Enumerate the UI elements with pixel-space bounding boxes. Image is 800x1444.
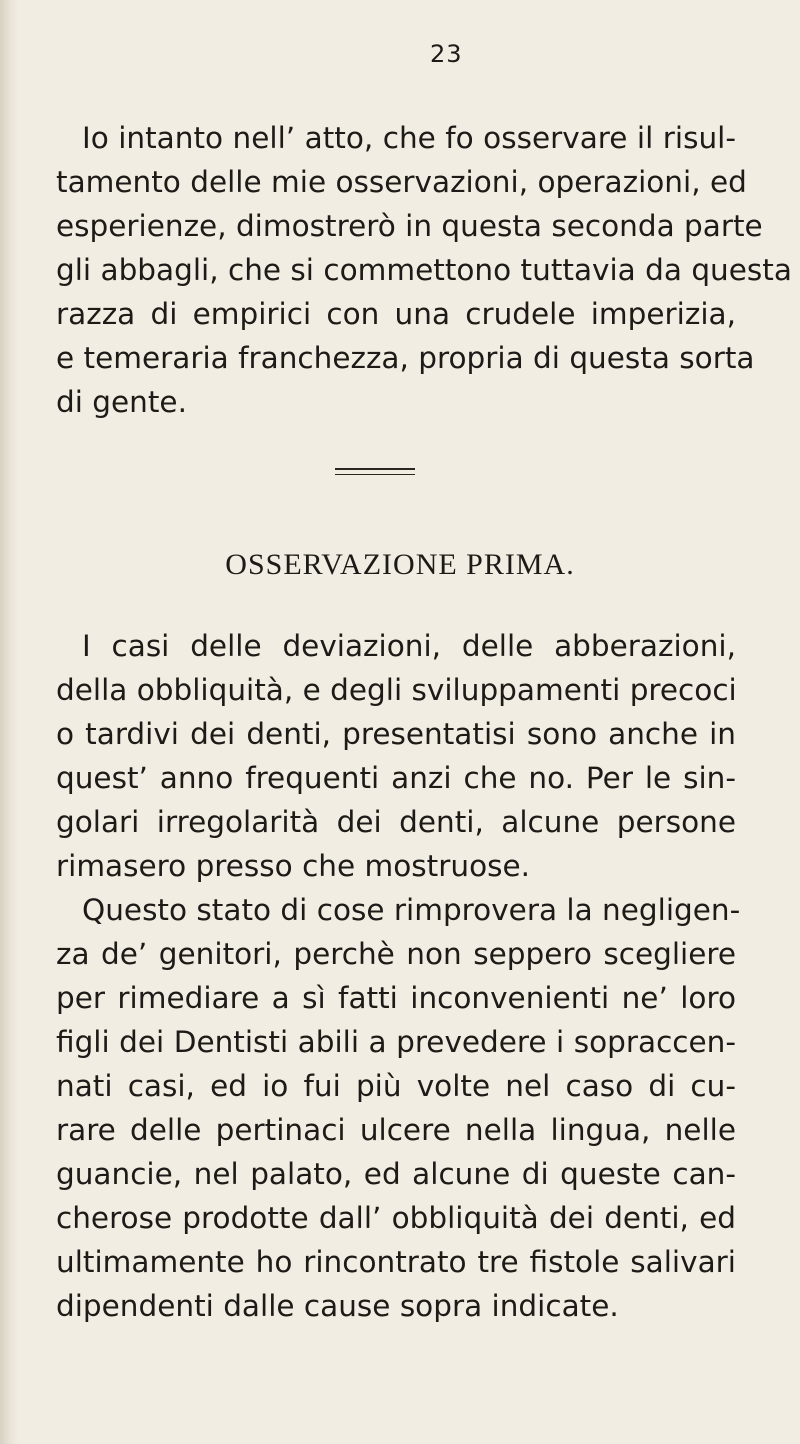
paragraph-2-line: quest’ anno frequenti anzi che no. Per le sin- xyxy=(56,761,736,795)
paragraph-3-line: rare delle pertinaci ulcere nella lingua, nelle xyxy=(56,1113,736,1147)
paragraph-3-line: dipendenti dalle cause sopra indicate. xyxy=(56,1289,619,1323)
page-gutter xyxy=(0,0,18,1444)
paragraph-3-line: Questo stato di cose rimprovera la negligen- xyxy=(82,893,741,927)
paragraph-1-line: e temeraria franchezza, propria di questa sorta xyxy=(56,341,755,375)
paragraph-3-line: nati casi, ed io fui più volte nel caso di cu- xyxy=(56,1069,736,1103)
paragraph-1-line: razza di empirici con una crudele imperizia, xyxy=(56,297,736,331)
paragraph-3-line: guancie, nel palato, ed alcune di queste can- xyxy=(56,1157,736,1191)
paragraph-2-line: o tardivi dei denti, presentatisi sono anche in xyxy=(56,717,736,751)
paragraph-2-line: golari irregolarità dei denti, alcune persone xyxy=(56,805,736,839)
section-heading: OSSERVAZIONE PRIMA. xyxy=(225,548,575,581)
paragraph-2-line: I casi delle deviazioni, delle abberazioni, xyxy=(82,629,736,663)
paragraph-3-line: cherose prodotte dall’ obbliquità dei denti, ed xyxy=(56,1201,736,1235)
paragraph-2-line: della obbliquità, e degli sviluppamenti precoci xyxy=(56,673,737,707)
paragraph-1-line: di gente. xyxy=(56,385,187,419)
paragraph-3-line: ultimamente ho rincontrato tre fistole salivari xyxy=(56,1245,736,1279)
paragraph-1-line: esperienze, dimostrerò in questa seconda parte xyxy=(56,209,763,243)
page-number: 23 xyxy=(430,40,463,68)
paragraph-3-line: za de’ genitori, perchè non seppero scegliere xyxy=(56,937,736,971)
paragraph-2-line: rimasero presso che mostruose. xyxy=(56,849,531,883)
paragraph-1-line: gli abbagli, che si commettono tuttavia da questa xyxy=(56,253,792,287)
section-divider-rule xyxy=(335,468,415,470)
paragraph-3-line: per rimediare a sì fatti inconvenienti ne’ loro xyxy=(56,981,736,1015)
paragraph-3-line: figli dei Dentisti abili a prevedere i sopraccen- xyxy=(56,1025,736,1059)
paragraph-1-line: Io intanto nell’ atto, che fo osservare il risul- xyxy=(82,121,736,155)
section-divider-rule xyxy=(335,474,415,475)
paragraph-1-line: tamento delle mie osservazioni, operazioni, ed xyxy=(56,165,747,199)
